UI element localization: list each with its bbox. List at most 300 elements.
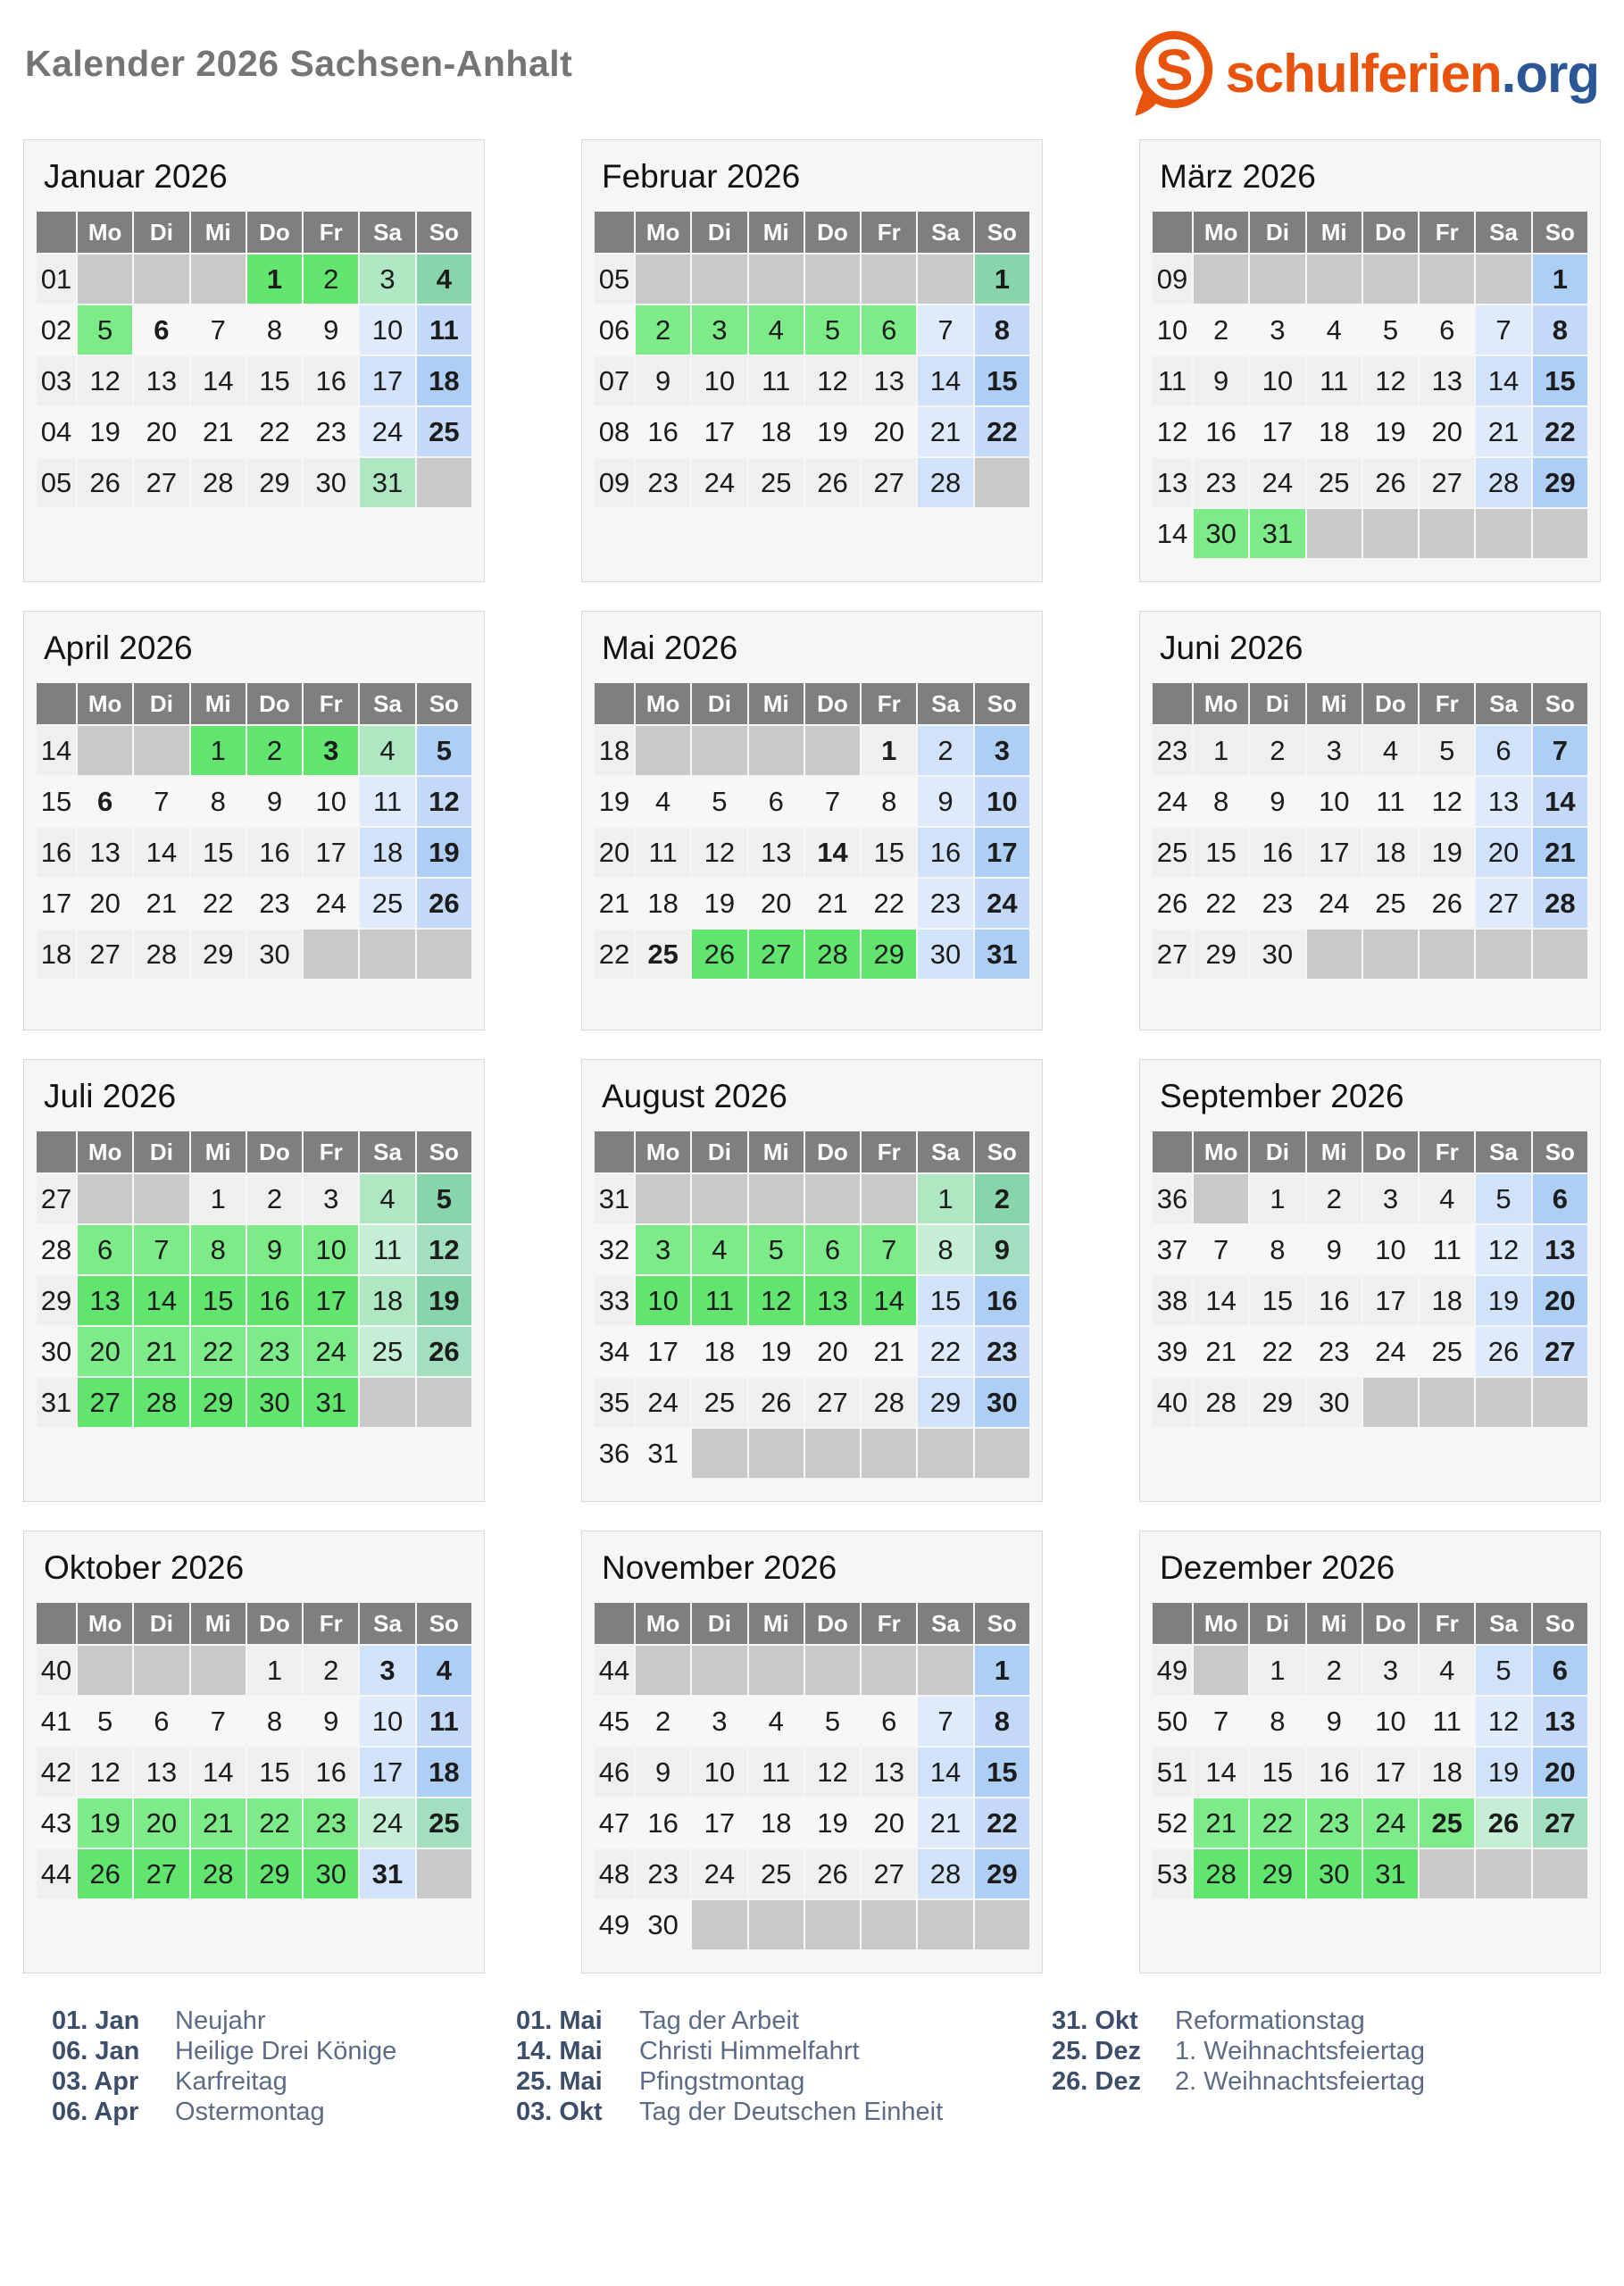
day-cell-empty [1533, 1849, 1587, 1898]
day-cell: 17 [692, 407, 746, 456]
day-cell: 12 [805, 356, 860, 405]
day-cell-empty [1476, 1849, 1530, 1898]
day-cell: 30 [304, 458, 358, 507]
day-cell: 15 [975, 1748, 1029, 1797]
day-cell: 19 [417, 1276, 471, 1325]
day-cell: 25 [360, 879, 414, 928]
day-cell-empty [78, 1646, 132, 1695]
day-cell: 5 [1476, 1646, 1530, 1695]
day-cell: 11 [360, 1225, 414, 1274]
day-cell-empty [862, 1174, 916, 1223]
month-title: März 2026 [1160, 158, 1316, 195]
week-number: 11 [1153, 356, 1192, 405]
day-cell: 27 [862, 1849, 916, 1898]
week-row [37, 1849, 471, 1898]
week-row [595, 930, 1029, 979]
legend-column-3 [1052, 2006, 1601, 2127]
day-cell: 11 [1420, 1697, 1474, 1746]
day-cell: 28 [805, 930, 860, 979]
day-cell: 13 [1533, 1225, 1587, 1274]
day-cell-empty [134, 1174, 188, 1223]
day-cell: 10 [304, 1225, 358, 1274]
month-table [1151, 1130, 1589, 1429]
day-cell: 10 [304, 777, 358, 826]
day-cell: 25 [1363, 879, 1418, 928]
day-cell-empty [1363, 509, 1418, 558]
legend-holiday-name: 2. Weihnachtsfeiertag [1175, 2067, 1425, 2096]
weekday-header-di: Di [134, 1603, 188, 1644]
week-number: 42 [37, 1748, 76, 1797]
weekday-header-sa: Sa [918, 1131, 972, 1172]
day-cell: 6 [1420, 305, 1474, 355]
week-number: 15 [37, 777, 76, 826]
day-cell: 4 [1420, 1646, 1474, 1695]
day-cell-empty [1194, 1646, 1248, 1695]
week-row [1153, 1225, 1587, 1274]
week-row [1153, 305, 1587, 355]
day-cell-empty [78, 726, 132, 775]
day-cell: 25 [636, 930, 690, 979]
week-row [37, 726, 471, 775]
weekday-header-mo: Mo [636, 1131, 690, 1172]
weekday-header-fr: Fr [304, 1603, 358, 1644]
day-cell: 19 [805, 407, 860, 456]
day-cell: 19 [749, 1327, 804, 1376]
day-cell-empty [191, 254, 246, 304]
week-row [37, 777, 471, 826]
day-cell: 9 [304, 1697, 358, 1746]
weekday-header-mo: Mo [78, 1603, 132, 1644]
week-number-header [1153, 683, 1192, 724]
day-cell: 21 [805, 879, 860, 928]
day-cell-empty [1533, 930, 1587, 979]
day-cell: 3 [1250, 305, 1304, 355]
day-cell-empty [1363, 254, 1418, 304]
week-number: 01 [37, 254, 76, 304]
weekday-header-di: Di [692, 683, 746, 724]
day-cell: 3 [304, 726, 358, 775]
day-cell: 29 [862, 930, 916, 979]
day-cell: 11 [1307, 356, 1362, 405]
legend-holiday-name: Tag der Deutschen Einheit [639, 2098, 944, 2126]
day-cell: 8 [247, 1697, 302, 1746]
day-cell-empty [417, 930, 471, 979]
day-cell: 13 [134, 356, 188, 405]
weekday-header-sa: Sa [1476, 1131, 1530, 1172]
day-cell: 4 [1363, 726, 1418, 775]
day-cell: 18 [417, 356, 471, 405]
week-number: 02 [37, 305, 76, 355]
week-number: 49 [1153, 1646, 1192, 1695]
day-cell: 31 [360, 458, 414, 507]
week-row [37, 305, 471, 355]
weekday-header-fr: Fr [304, 212, 358, 253]
week-row [595, 1798, 1029, 1848]
day-cell-empty [805, 726, 860, 775]
day-cell: 9 [1250, 777, 1304, 826]
month-table [35, 1601, 473, 1900]
weekday-header-mi: Mi [191, 1131, 246, 1172]
day-cell: 16 [247, 828, 302, 877]
day-cell: 23 [1194, 458, 1248, 507]
day-cell: 22 [862, 879, 916, 928]
week-number: 40 [37, 1646, 76, 1695]
day-cell: 24 [692, 1849, 746, 1898]
day-cell: 22 [1533, 407, 1587, 456]
week-number-header [1153, 1131, 1192, 1172]
day-cell-empty [749, 726, 804, 775]
day-cell: 17 [1307, 828, 1362, 877]
day-cell-empty [1476, 254, 1530, 304]
day-cell: 19 [692, 879, 746, 928]
day-cell: 16 [918, 828, 972, 877]
week-row [595, 305, 1029, 355]
weekday-header-sa: Sa [1476, 212, 1530, 253]
week-number: 13 [1153, 458, 1192, 507]
weekday-header-fr: Fr [1420, 1603, 1474, 1644]
week-row [37, 1327, 471, 1376]
day-cell: 18 [692, 1327, 746, 1376]
weekday-header-so: So [1533, 212, 1587, 253]
weekday-header-so: So [975, 683, 1029, 724]
day-cell: 6 [1533, 1646, 1587, 1695]
day-cell: 22 [975, 1798, 1029, 1848]
week-number: 26 [1153, 879, 1192, 928]
week-row [37, 356, 471, 405]
week-row [595, 1225, 1029, 1274]
weekday-header-di: Di [692, 1131, 746, 1172]
day-cell: 6 [134, 305, 188, 355]
day-cell: 25 [749, 458, 804, 507]
week-row [1153, 1798, 1587, 1848]
day-cell-empty [862, 254, 916, 304]
day-cell: 18 [749, 407, 804, 456]
month-title: Mai 2026 [602, 630, 738, 666]
day-cell: 14 [918, 356, 972, 405]
week-number: 27 [1153, 930, 1192, 979]
month-panel-4 [23, 611, 485, 1030]
day-cell-empty [1476, 509, 1530, 558]
legend-date: 01. Jan [52, 2007, 140, 2035]
day-cell: 16 [636, 407, 690, 456]
weekday-header-di: Di [1250, 1131, 1304, 1172]
weekday-header-so: So [417, 683, 471, 724]
day-cell: 20 [1533, 1276, 1587, 1325]
week-row [1153, 1748, 1587, 1797]
legend-date: 03. Apr [52, 2067, 139, 2096]
day-cell-empty [918, 1646, 972, 1695]
month-panel-11 [581, 1531, 1043, 1973]
week-number: 46 [595, 1748, 634, 1797]
weekday-header-mi: Mi [191, 683, 246, 724]
day-cell: 16 [1307, 1748, 1362, 1797]
day-cell: 25 [360, 1327, 414, 1376]
week-row [595, 1849, 1029, 1898]
day-cell: 21 [1476, 407, 1530, 456]
day-cell-empty [975, 1429, 1029, 1478]
page-header [25, 23, 1599, 123]
day-cell: 10 [692, 1748, 746, 1797]
weekday-header-sa: Sa [918, 212, 972, 253]
week-row [595, 407, 1029, 456]
month-panel-2 [581, 139, 1043, 582]
weekday-header-fr: Fr [862, 1131, 916, 1172]
month-title: Dezember 2026 [1160, 1549, 1395, 1586]
day-cell-empty [417, 1378, 471, 1427]
day-cell: 7 [1476, 305, 1530, 355]
day-cell: 9 [975, 1225, 1029, 1274]
week-row [595, 828, 1029, 877]
day-cell: 30 [1194, 509, 1248, 558]
day-cell: 30 [1307, 1849, 1362, 1898]
week-number: 10 [1153, 305, 1192, 355]
week-row [595, 458, 1029, 507]
week-row [1153, 356, 1587, 405]
day-cell-empty [975, 1900, 1029, 1949]
day-cell-empty [749, 1900, 804, 1949]
day-cell-empty [862, 1646, 916, 1695]
day-cell: 19 [1476, 1276, 1530, 1325]
day-cell: 2 [636, 305, 690, 355]
weekday-header-fr: Fr [1420, 683, 1474, 724]
week-number: 36 [595, 1429, 634, 1478]
day-cell: 7 [805, 777, 860, 826]
logo-tld: .org [1501, 43, 1599, 104]
day-cell: 14 [134, 828, 188, 877]
weekday-header-di: Di [1250, 683, 1304, 724]
day-cell: 27 [749, 930, 804, 979]
day-cell: 21 [134, 879, 188, 928]
day-cell: 17 [304, 1276, 358, 1325]
day-cell: 29 [1250, 1378, 1304, 1427]
day-cell: 13 [749, 828, 804, 877]
weekday-header-do: Do [1363, 212, 1418, 253]
legend-item [52, 2006, 516, 2036]
week-number: 24 [1153, 777, 1192, 826]
month-panel-6 [1139, 611, 1601, 1030]
week-number: 09 [1153, 254, 1192, 304]
month-table [35, 681, 473, 980]
day-cell: 6 [134, 1697, 188, 1746]
day-cell: 3 [360, 1646, 414, 1695]
day-cell: 22 [1250, 1327, 1304, 1376]
weekday-header-di: Di [692, 212, 746, 253]
day-cell: 26 [417, 879, 471, 928]
day-cell-empty [805, 254, 860, 304]
day-cell: 22 [1250, 1798, 1304, 1848]
week-number: 05 [595, 254, 634, 304]
day-cell: 30 [975, 1378, 1029, 1427]
day-cell: 14 [862, 1276, 916, 1325]
day-cell: 3 [975, 726, 1029, 775]
day-cell: 22 [975, 407, 1029, 456]
day-cell: 11 [636, 828, 690, 877]
week-row [1153, 1697, 1587, 1746]
day-cell: 12 [1363, 356, 1418, 405]
week-row [595, 1276, 1029, 1325]
week-row [1153, 1174, 1587, 1223]
day-cell: 24 [1363, 1327, 1418, 1376]
day-cell-empty [1194, 1174, 1248, 1223]
day-cell: 5 [417, 1174, 471, 1223]
day-cell-empty [191, 1646, 246, 1695]
day-cell: 12 [78, 356, 132, 405]
day-cell: 8 [1250, 1225, 1304, 1274]
day-cell: 21 [1533, 828, 1587, 877]
day-cell: 12 [1420, 777, 1474, 826]
day-cell: 17 [975, 828, 1029, 877]
week-number: 41 [37, 1697, 76, 1746]
day-cell: 1 [975, 254, 1029, 304]
day-cell-empty [1533, 509, 1587, 558]
day-cell: 16 [304, 356, 358, 405]
month-title: Oktober 2026 [44, 1549, 245, 1586]
weekday-header-so: So [417, 212, 471, 253]
day-cell: 25 [749, 1849, 804, 1898]
day-cell: 13 [862, 1748, 916, 1797]
weekday-header-fr: Fr [1420, 212, 1474, 253]
week-number: 50 [1153, 1697, 1192, 1746]
day-cell: 15 [1250, 1276, 1304, 1325]
legend-item [516, 2066, 1052, 2097]
day-cell: 10 [1363, 1225, 1418, 1274]
legend-date: 06. Jan [52, 2037, 140, 2065]
weekday-header-mi: Mi [1307, 212, 1362, 253]
day-cell-empty [749, 1174, 804, 1223]
day-cell: 16 [636, 1798, 690, 1848]
day-cell: 21 [918, 1798, 972, 1848]
day-cell: 18 [749, 1798, 804, 1848]
week-number: 48 [595, 1849, 634, 1898]
weekday-header-mo: Mo [636, 683, 690, 724]
weekday-header-so: So [1533, 1603, 1587, 1644]
day-cell: 18 [1420, 1748, 1474, 1797]
day-cell: 8 [918, 1225, 972, 1274]
week-number: 36 [1153, 1174, 1192, 1223]
week-number: 30 [37, 1327, 76, 1376]
day-cell: 29 [191, 930, 246, 979]
day-cell: 6 [805, 1225, 860, 1274]
day-cell-empty [1307, 930, 1362, 979]
day-cell: 4 [749, 305, 804, 355]
day-cell: 2 [1307, 1174, 1362, 1223]
day-cell: 2 [304, 254, 358, 304]
day-cell: 1 [191, 726, 246, 775]
day-cell: 6 [1476, 726, 1530, 775]
weekday-header-sa: Sa [360, 212, 414, 253]
day-cell: 24 [692, 458, 746, 507]
week-row [595, 1697, 1029, 1746]
weekday-header-mo: Mo [1194, 1603, 1248, 1644]
day-cell-empty [862, 1429, 916, 1478]
week-row [1153, 458, 1587, 507]
site-logo[interactable] [1126, 27, 1599, 120]
weekday-header-so: So [1533, 683, 1587, 724]
day-cell: 10 [636, 1276, 690, 1325]
day-cell: 4 [636, 777, 690, 826]
weekday-header-sa: Sa [360, 1131, 414, 1172]
month-title: Juli 2026 [44, 1078, 177, 1114]
day-cell: 28 [918, 458, 972, 507]
logo-brand: schulferien [1225, 43, 1502, 104]
weekday-header-di: Di [692, 1603, 746, 1644]
week-number: 49 [595, 1900, 634, 1949]
day-cell-empty [749, 254, 804, 304]
day-cell-empty [1363, 930, 1418, 979]
day-cell: 9 [1307, 1225, 1362, 1274]
day-cell: 1 [862, 726, 916, 775]
month-title: April 2026 [44, 630, 193, 666]
day-cell: 30 [918, 930, 972, 979]
legend-date: 14. Mai [516, 2037, 603, 2065]
day-cell-empty [805, 1646, 860, 1695]
holiday-legend [52, 2006, 1601, 2127]
day-cell-empty [918, 1900, 972, 1949]
week-row [37, 1276, 471, 1325]
day-cell-empty [417, 458, 471, 507]
day-cell: 23 [1307, 1798, 1362, 1848]
day-cell: 16 [247, 1276, 302, 1325]
day-cell: 3 [304, 1174, 358, 1223]
week-number-header [37, 1131, 76, 1172]
day-cell: 24 [636, 1378, 690, 1427]
weekday-header-row [1153, 212, 1587, 253]
day-cell: 13 [805, 1276, 860, 1325]
day-cell: 10 [1307, 777, 1362, 826]
week-number: 29 [37, 1276, 76, 1325]
day-cell: 8 [1194, 777, 1248, 826]
weekday-header-mo: Mo [78, 683, 132, 724]
day-cell-empty [304, 930, 358, 979]
day-cell: 4 [360, 1174, 414, 1223]
day-cell: 16 [1194, 407, 1248, 456]
day-cell: 12 [749, 1276, 804, 1325]
week-row [37, 254, 471, 304]
week-row [1153, 1849, 1587, 1898]
weekday-header-mo: Mo [78, 212, 132, 253]
weekday-header-sa: Sa [1476, 683, 1530, 724]
week-number: 35 [595, 1378, 634, 1427]
day-cell: 28 [1533, 879, 1587, 928]
week-number: 14 [37, 726, 76, 775]
day-cell: 11 [692, 1276, 746, 1325]
day-cell: 23 [1307, 1327, 1362, 1376]
month-table [593, 681, 1031, 980]
day-cell: 23 [1250, 879, 1304, 928]
weekday-header-row [595, 1603, 1029, 1644]
weekday-header-di: Di [1250, 1603, 1304, 1644]
day-cell: 15 [247, 1748, 302, 1797]
weekday-header-do: Do [805, 1131, 860, 1172]
week-number: 08 [595, 407, 634, 456]
day-cell: 10 [692, 356, 746, 405]
weekday-header-di: Di [134, 1131, 188, 1172]
day-cell: 1 [918, 1174, 972, 1223]
weekday-header-mi: Mi [191, 212, 246, 253]
day-cell: 11 [417, 305, 471, 355]
week-number: 25 [1153, 828, 1192, 877]
week-number: 44 [595, 1646, 634, 1695]
week-row [595, 1174, 1029, 1223]
day-cell: 6 [862, 1697, 916, 1746]
day-cell: 11 [749, 356, 804, 405]
day-cell: 15 [1250, 1748, 1304, 1797]
day-cell-empty [1363, 1378, 1418, 1427]
day-cell: 26 [1476, 1798, 1530, 1848]
day-cell: 31 [304, 1378, 358, 1427]
week-number-header [595, 683, 634, 724]
day-cell: 20 [134, 1798, 188, 1848]
